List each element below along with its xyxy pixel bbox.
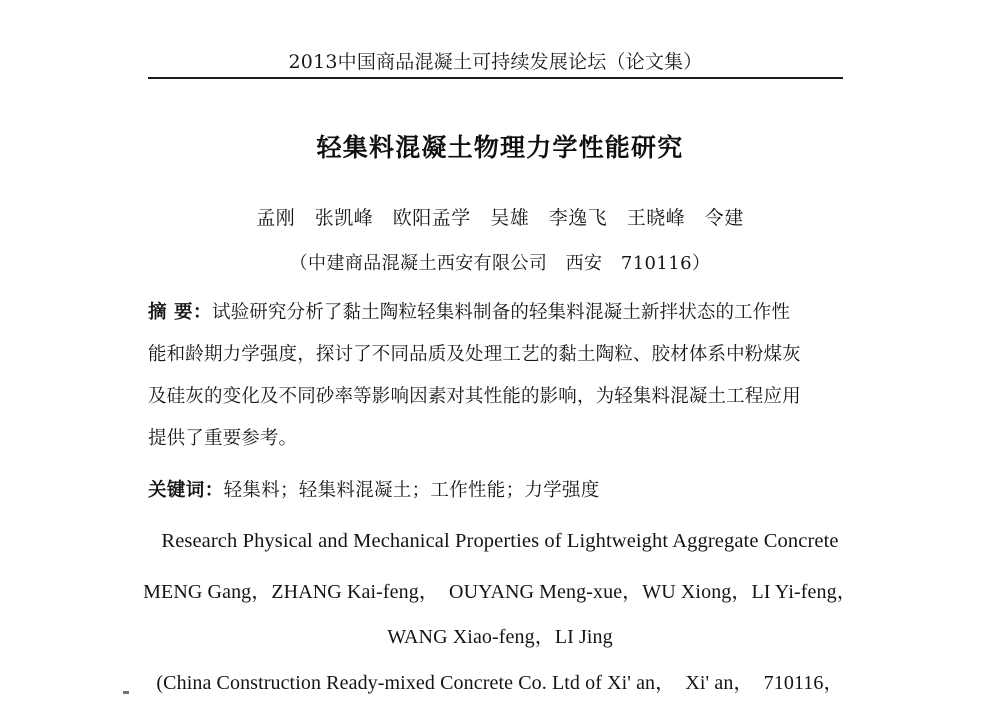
keywords-label: 关键词：: [148, 480, 224, 501]
running-header-text: 2013中国商品混凝土可持续发展论坛（论文集）: [288, 51, 703, 73]
abstract-line-3: 及硅灰的变化及不同砂率等影响因素对其性能的影响，为轻集料混凝土工程应用: [148, 386, 801, 407]
abstract-line-1: [148, 292, 848, 334]
header-divider-rule: [148, 77, 843, 79]
abstract-block: [148, 292, 848, 460]
scan-artifact-speck: [123, 691, 129, 694]
abstract-label: 摘 要：: [148, 302, 212, 323]
abstract-line-1-text: 试验研究分析了黏土陶粒轻集料制备的轻集料混凝土新拌状态的工作性: [211, 302, 791, 323]
running-header: [148, 52, 843, 79]
abstract-line-2: 能和龄期力学强度，探讨了不同品质及处理工艺的黏土陶粒、胶材体系中粉煤灰: [148, 344, 801, 365]
page-title: 轻集料混凝土物理力学性能研究: [316, 133, 684, 162]
authors-chinese: 孟刚 张凯峰 欧阳孟学 吴雄 李逸飞 王晓峰 令建: [256, 207, 744, 229]
authors-english-line-2: WANG Xiao-feng，LI Jing: [387, 626, 613, 648]
page-title-english: Research Physical and Mechanical Properties of Lightweight Aggregate Concrete: [161, 530, 839, 552]
affiliation-english: (China Construction Ready-mixed Concrete Co. Ltd of Xi' an， Xi' an， 710116，: [156, 672, 844, 694]
authors-english-line-1: MENG Gang，ZHANG Kai-feng， OUYANG Meng-xue，WU Xiong，LI Yi-feng，: [143, 581, 857, 603]
keywords-block: [148, 476, 848, 502]
keywords-text: 轻集料；轻集料混凝土；工作性能；力学强度: [223, 480, 600, 501]
abstract-line-4: 提供了重要参考。: [148, 428, 298, 449]
affiliation-chinese: （中建商品混凝土西安有限公司 西安 710116）: [289, 253, 711, 274]
